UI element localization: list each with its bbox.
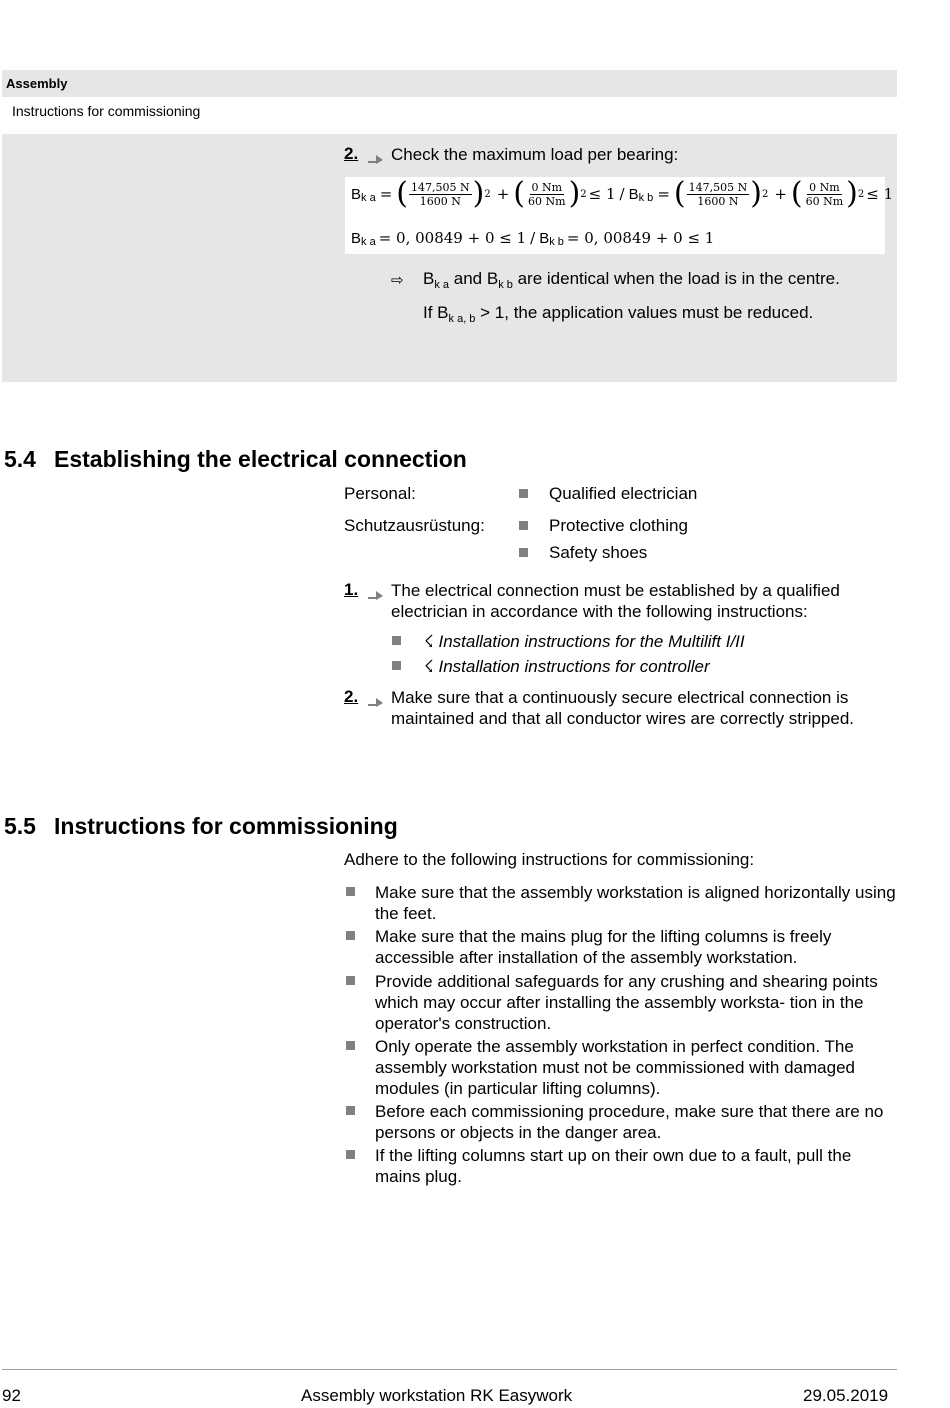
result-line-1: $B_{k a}$ and $B_{k b}$ are identical when the load is in the centre. — [423, 269, 840, 291]
list-item: Provide additional safeguards for any crushing and shearing points which may occur after installing the assembly worksta- tion in the operator's construction. — [375, 972, 878, 1033]
header-bar — [2, 70, 897, 97]
bullet-icon — [346, 887, 355, 896]
header-section: Assembly — [6, 76, 68, 91]
bullet-icon — [392, 636, 401, 645]
personal-value: Qualified electrician — [549, 484, 698, 503]
step-arrow-icon — [368, 588, 384, 600]
bullet-icon — [519, 521, 528, 530]
formula-box — [345, 176, 894, 254]
footer-divider — [2, 1369, 897, 1370]
section-heading-5-4: 5.4 Establishing the electrical connection — [4, 446, 467, 472]
list-item: Before each commissioning procedure, make sure that there are no persons or objects in the danger area. — [375, 1102, 884, 1142]
bullet-icon — [346, 1106, 355, 1115]
bullet-icon — [346, 976, 355, 985]
bullet-icon — [392, 661, 401, 670]
bullet-icon — [346, 1041, 355, 1050]
list-item: If the lifting columns start up on their own due to a fault, pull the mains plug. — [375, 1146, 852, 1186]
list-item: Make sure that the mains plug for the lifting columns is freely accessible after installation of the assembly workstation. — [375, 927, 832, 967]
reference-icon: ☇ — [424, 657, 434, 676]
list-item: Make sure that the assembly workstation is aligned horizontally using the feet. — [375, 883, 896, 923]
bullet-icon — [346, 931, 355, 940]
step-text: The electrical connection must be established by a qualified electrician in accordance with the following instructions: — [391, 581, 840, 621]
bullet-icon — [519, 489, 528, 498]
document-date: 29.05.2019 — [803, 1386, 889, 1405]
fraction: $\frac{0 Nm}{60 Nm}$ — [805, 180, 844, 208]
step-number: 1. — [344, 580, 359, 599]
step-text: Check the maximum load per bearing: — [391, 145, 679, 164]
step-arrow-icon — [368, 695, 384, 707]
step-number: 2. — [344, 687, 359, 706]
section-intro: Adhere to the following instructions for commissioning: — [344, 850, 755, 869]
page-number: 92 — [2, 1386, 21, 1405]
header-subtitle: Instructions for commissioning — [12, 103, 201, 119]
formula-line-2: B k a = 0, 00849 + 0 ≤ 1 / B k b = 0, 00849 + 0 ≤ 1 — [351, 229, 715, 248]
step-text: Make sure that a continuously secure electrical connection is maintained and that all conductor wires are correctly stripped. — [391, 688, 855, 728]
calculation-box — [2, 134, 897, 382]
section-heading-5-5: 5.5 Instructions for commissioning — [4, 813, 398, 839]
result-arrow-icon: ⇨ — [391, 272, 404, 289]
reference-link[interactable]: ☇ Installation instructions for controller — [424, 657, 710, 676]
result-line-2: If $B_{k a, b} > 1$, the application values must be reduced. — [423, 303, 814, 325]
ppe-label: Schutzausrüstung: — [344, 516, 485, 535]
document-title: Assembly workstation RK Easywork — [301, 1386, 573, 1405]
fraction: $\frac{147,505 N}{1600 N}$ — [688, 180, 748, 208]
list-item: Only operate the assembly workstation in perfect condition. The assembly workstation must not be commissioned with damaged modules (in particular lifting columns). — [375, 1037, 855, 1098]
formula-line-1: B k a = ( $\frac{147,505 N}{1600 N}$ ) 2 + ( $\frac{0 Nm}{60 Nm}$ ) 2 ≤ 1 / B k b = ( $\frac{147,505 N}{1600 N}$ ) 2 + ( $\frac{0 Nm}{60 Nm}$ ) 2 ≤ 1 — [351, 176, 894, 211]
step-number: 2. — [344, 144, 359, 163]
reference-icon: ☇ — [424, 632, 434, 651]
bullet-icon — [519, 548, 528, 557]
step-arrow-icon — [368, 152, 384, 164]
bullet-icon — [346, 1150, 355, 1159]
fraction: $\frac{147,505 N}{1600 N}$ — [411, 180, 470, 208]
reference-link[interactable]: ☇ Installation instructions for the Multilift I/II — [424, 632, 745, 651]
personal-label: Personal: — [344, 484, 416, 503]
fraction: $\frac{0 Nm}{60 Nm}$ — [528, 180, 566, 208]
ppe-item: Protective clothing — [549, 516, 688, 535]
ppe-item: Safety shoes — [549, 543, 648, 562]
